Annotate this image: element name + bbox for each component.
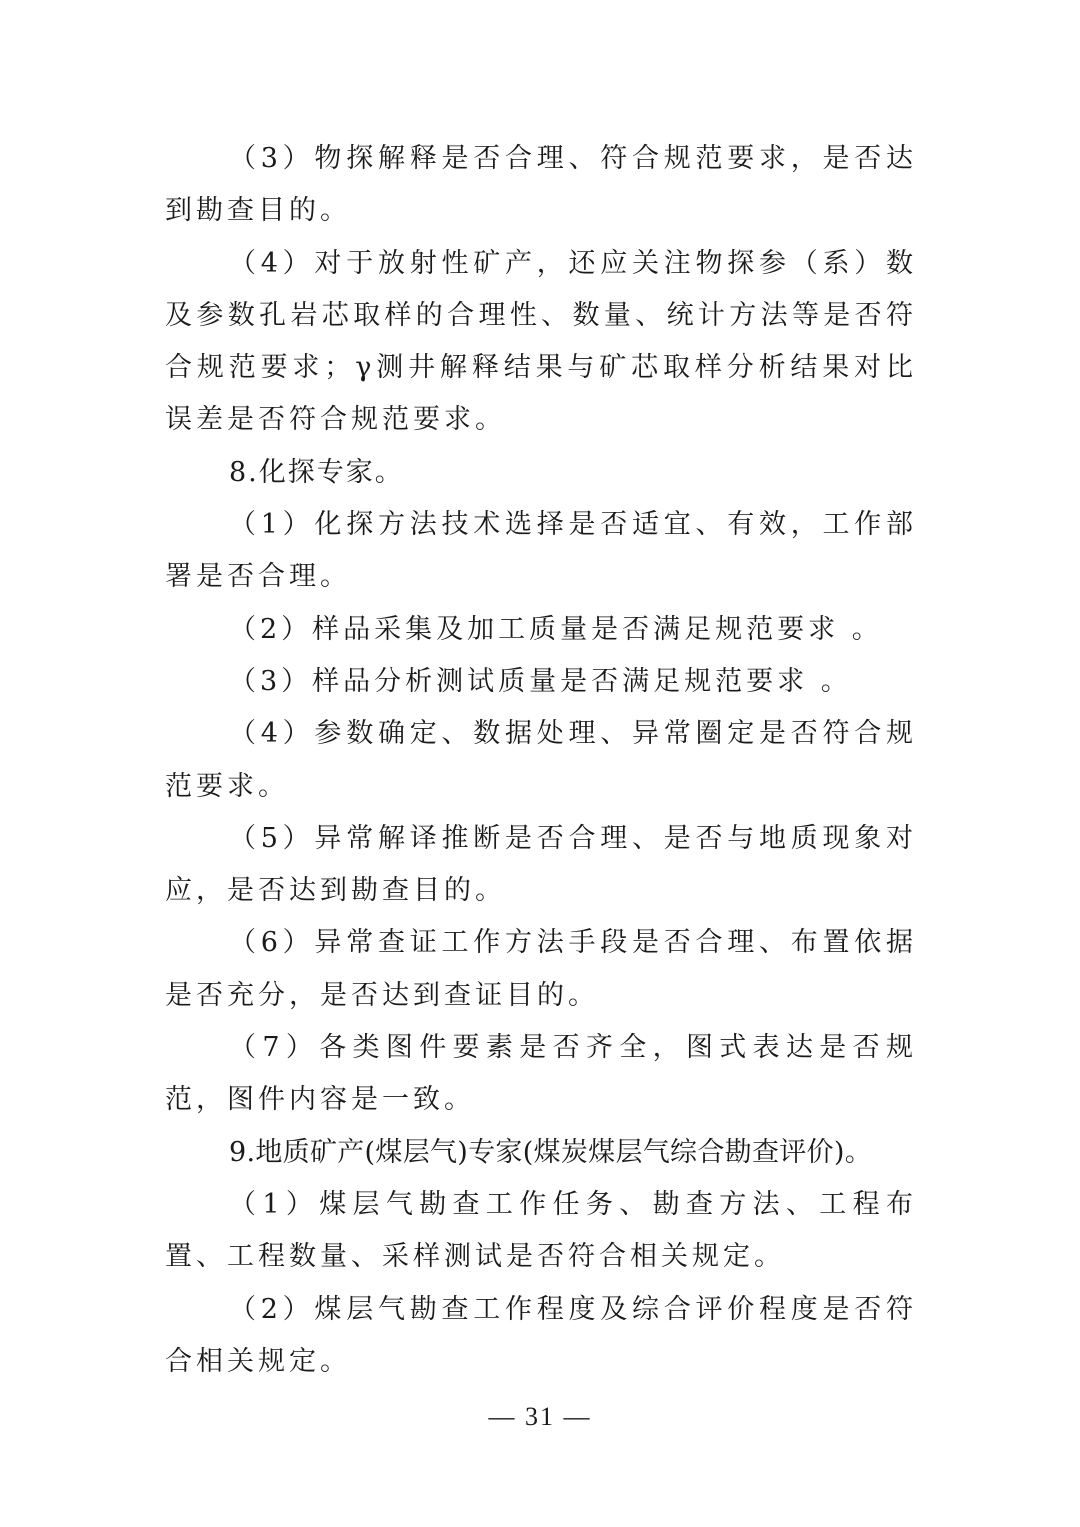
paragraph-3-geophysics-interpretation: （3）物探解释是否合理、符合规范要求，是否达到勘查目的。 [165, 143, 917, 227]
section-heading-geochemistry-expert: 8.化探专家。 [229, 456, 404, 488]
page-number: — 31 — [488, 1402, 592, 1431]
paragraph-1-cbm-exploration-tasks: （1）煤层气勘查工作任务、勘查方法、工程布置、工程数量、采样测试是否符合相关规定。 [165, 1188, 917, 1273]
paragraph-2-cbm-exploration-degree: （2）煤层气勘查工作程度及综合评价程度是否符合相关规定。 [165, 1293, 917, 1377]
section-heading-coalbed-methane-expert: 9.地质矿产(煤层气)专家(煤炭煤层气综合勘查评价)。 [229, 1136, 872, 1168]
paragraph-5-anomaly-interpretation: （5）异常解译推断是否合理、是否与地质现象对应，是否达到勘查目的。 [165, 822, 917, 907]
paragraph-3-sample-analysis: （3）样品分析测试质量是否满足规范要求 。 [229, 665, 852, 697]
paragraph-4-radioactive-minerals: （4）对于放射性矿产，还应关注物探参（系）数及参数孔岩芯取样的合理性、数量、统计方法等是否符合规范要求；γ测井解释结果与矿芯取样分析结果对比误差是否符合规范要求。 [165, 247, 917, 436]
paragraph-6-anomaly-verification: （6）异常查证工作方法手段是否合理、布置依据是否充分，是否达到查证目的。 [165, 927, 917, 1011]
paragraph-2-sample-collection: （2）样品采集及加工质量是否满足规范要求 。 [229, 613, 883, 645]
document-body [165, 133, 917, 1388]
paragraph-7-map-elements: （7）各类图件要素是否齐全，图式表达是否规范，图件内容是一致。 [165, 1032, 917, 1116]
paragraph-4-parameter-determination: （4）参数确定、数据处理、异常圈定是否符合规范要求。 [165, 718, 917, 802]
paragraph-1-geochem-methods: （1）化探方法技术选择是否适宜、有效，工作部署是否合理。 [165, 509, 917, 593]
